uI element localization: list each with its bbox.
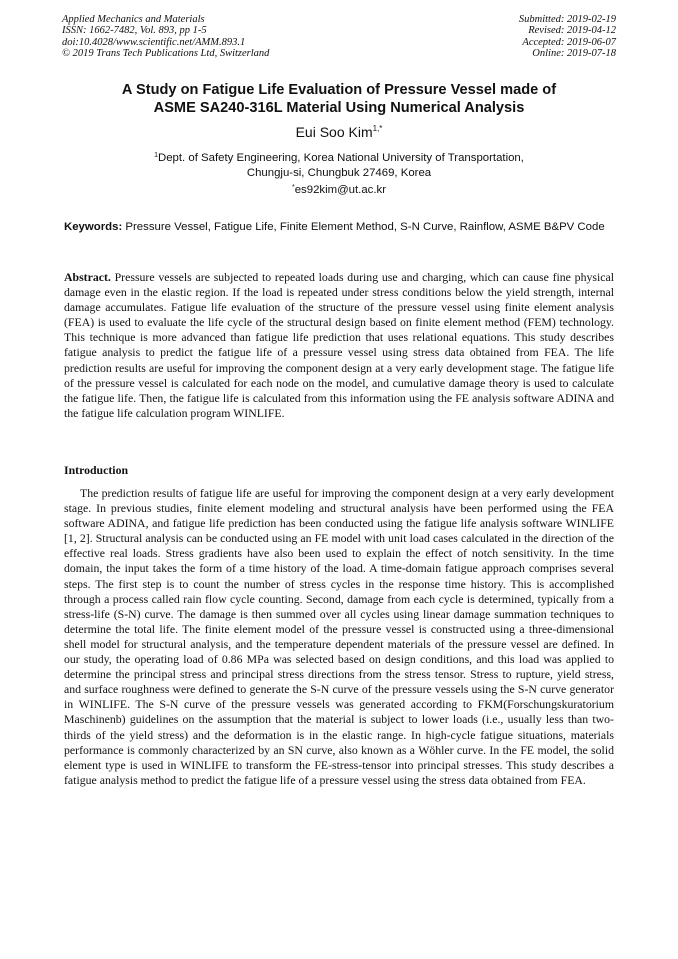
author [40, 124, 638, 140]
date-accepted: Accepted: 2019-06-07 [522, 36, 616, 48]
journal-name: Applied Mechanics and Materials [62, 14, 205, 25]
affiliation [40, 149, 638, 180]
date-online: Online: 2019-07-18 [532, 48, 616, 60]
paper-title [40, 82, 638, 117]
keywords [64, 220, 614, 234]
section-heading-introduction: Introduction [64, 463, 129, 477]
journal-doi: doi:10.4028/www.scientific.net/AMM.893.1 [62, 36, 246, 48]
title-line-2: ASME SA240-316L Material Using Numerical Analysis [153, 99, 525, 116]
date-submitted: Submitted: 2019-02-19 [518, 14, 616, 25]
email-address: es92kim@ut.ac.kr [294, 184, 387, 196]
keywords-label: Keywords: [64, 221, 123, 233]
keywords-text: Pressure Vessel, Fatigue Life, Finite Element Method, S-N Curve, Rainflow, ASME B&PV Code [125, 221, 605, 233]
affiliation-superscript: 1 [154, 152, 158, 159]
affiliation-line-1: Dept. of Safety Engineering, Korea National University of Transportation, [157, 152, 524, 164]
publication-dates [519, 14, 616, 60]
journal-copyright: © 2019 Trans Tech Publications Ltd, Switzerland [62, 48, 270, 60]
author-superscript: 1,* [372, 124, 383, 133]
journal-info [62, 14, 269, 60]
email-superscript: * [291, 184, 295, 191]
author-email [40, 184, 638, 196]
date-revised: Revised: 2019-04-12 [528, 25, 616, 37]
journal-header [62, 14, 616, 60]
title-line-1: A Study on Fatigue Life Evaluation of Pressure Vessel made of [121, 82, 557, 98]
abstract [64, 270, 614, 421]
journal-issn: ISSN: 1662-7482, Vol. 893, pp 1-5 [62, 25, 207, 37]
introduction-paragraph: The prediction results of fatigue life are useful for improving the component design at a very early development stage. In previous studies, finite element modeling and structural analysis have been performed using the FEA software ADINA, and fatigue life prediction has been conducted using the fatigue life analysis software WINLIFE [1, 2]. Structural analysis can be conducted using an FE model with unit load cases calculated in the direction of the effective real loads. Stress gradients have also been used to explain the effect of notch sensitivity. In the time domain, the input takes the form of a time history of the load. A time-domain fatigue approach comprises several steps. The first step is to count the number of stress cycles in the response time history. This is accomplished through a process called rain flow cycle counting. Second, damage from each cycle is determined, typically from a stress-life (S-N) curve. The damage is then summed over all cycles using linear damage summation techniques to determine the total life. The finite element model of the pressure vessel is constructed using a three-dimensional shell model for structural analysis, and the temperature dependent materials of the pressure vessel are defined. In our study, the operating load of 0.86 MPa was selected based on design conditions, and this load was applied to determine the principal stress and principal stress directions from the stress tensor. Stress to rupture, yield stress, and surface roughness were defined to generate the S-N curve of the pressure vessels using the S-N curve generator in WINLIFE. The S-N curve of the pressure vessels was generated according to FKM(Forschungskuratorium Maschinenb) guidelines on the assumption that the material is subject to lower loads (i.e., usually less than two-thirds of the yield stress) and the deformation is in the elastic range. In high-cycle fatigue situations, materials performance is commonly characterized by an SN curve, also known as a Wöhler curve. In the FE model, the solid element type is used in WINLIFE to transform the FE-stress-tensor into principal stresses. This study describes a fatigue analysis method to predict the fatigue life of a pressure vessel using the stress data obtained from FEA. [64, 486, 614, 787]
abstract-label: Abstract. [64, 270, 111, 284]
abstract-text: Pressure vessels are subjected to repeated loads during use and charging, which can cause fine physical damage even in the elastic region. If the load is repeated under stress conditions below the yield strength, internal damage accumulates. Fatigue life evaluation of the structure of the pressure vessel using finite element analysis (FEA) is used to evaluate the life cycle of the structural design based on finite element method (FEM) technology. This technique is more advanced than fatigue life prediction that uses relational equations. This study describes fatigue analysis to predict the fatigue life of a pressure vessel using stress data obtained from FEA. The life prediction results are useful for improving the component design at a very early development stage. The fatigue life of the pressure vessel is calculated for each node on the model, and cumulative damage theory is used to calculate the fatigue life. Then, the fatigue life is calculated from this information using the FE analysis software ADINA and the fatigue life calculation program WINLIFE. [64, 270, 614, 420]
author-name: Eui Soo Kim [295, 124, 373, 140]
affiliation-line-2: Chungju-si, Chungbuk 27469, Korea [246, 166, 432, 179]
